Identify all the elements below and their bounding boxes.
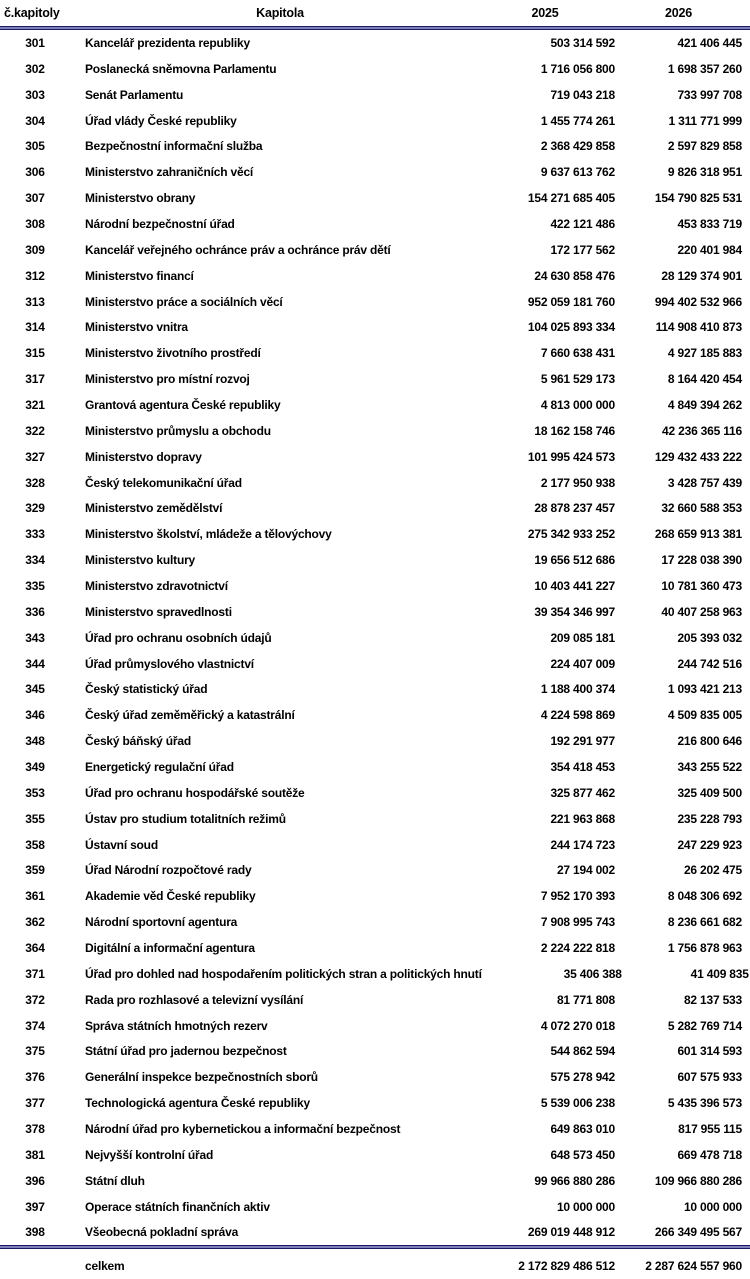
row-chapter-name: Ministerstvo průmyslu a obchodu: [85, 423, 271, 438]
row-chapter-name: Ministerstvo dopravy: [85, 449, 202, 464]
row-2025-value: 81 771 808: [556, 992, 615, 1007]
row-chapter-number: 302: [25, 61, 45, 76]
row-2025-value: 27 194 002: [556, 863, 615, 878]
row-chapter-number: 328: [25, 475, 45, 490]
row-chapter-name: Český telekomunikační úřad: [85, 475, 242, 490]
row-2025-value: 28 878 237 457: [534, 501, 615, 516]
row-2025-value: 354 418 453: [550, 759, 615, 774]
row-chapter-name: Kancelář prezidenta republiky: [85, 35, 250, 50]
row-chapter-number: 303: [25, 87, 45, 102]
row-chapter-name: Všeobecná pokladní správa: [85, 1225, 239, 1240]
row-2026-value: 4 509 835 005: [667, 708, 742, 723]
row-chapter-number: 343: [25, 630, 45, 645]
row-chapter-number: 364: [25, 941, 45, 955]
row-2026-value: 154 790 825 531: [654, 191, 742, 206]
table-row: [0, 263, 750, 289]
row-chapter-number: 378: [25, 1122, 45, 1137]
table-row: [0, 1142, 750, 1168]
table-row: [0, 832, 750, 858]
row-2025-value: 952 059 181 760: [527, 294, 615, 309]
row-2025-value: 7 952 170 393: [540, 889, 615, 904]
row-chapter-number: 322: [25, 423, 45, 438]
row-chapter-number: 346: [25, 708, 45, 723]
row-2025-value: 35 406 388: [563, 966, 622, 981]
row-2026-value: 994 402 532 966: [654, 294, 742, 309]
row-chapter-name: Národní úřad pro kybernetickou a informační bezpečnost: [85, 1122, 401, 1137]
row-chapter-name: Úřad pro ochranu osobních údajů: [85, 630, 272, 645]
row-chapter-name: Senát Parlamentu: [85, 87, 184, 102]
row-chapter-number: 313: [25, 294, 45, 309]
row-chapter-name: Úřad průmyslového vlastnictví: [85, 656, 254, 671]
footer-total-label: celkem: [85, 1259, 125, 1274]
row-chapter-name: Ústav pro studium totalitních režimů: [85, 811, 286, 826]
table-row: [0, 1039, 750, 1065]
table-row: [0, 702, 750, 728]
table-row: [0, 1168, 750, 1194]
row-2026-value: 1 311 771 999: [668, 113, 742, 128]
row-2026-value: 28 129 374 901: [661, 268, 742, 283]
row-2025-value: 172 177 562: [550, 242, 615, 257]
row-2026-value: 9 826 318 951: [667, 165, 742, 180]
row-chapter-name: Akademie věd České republiky: [85, 889, 256, 904]
row-2026-value: 220 401 984: [677, 242, 742, 257]
row-2026-value: 1 756 878 963: [667, 941, 742, 955]
row-2025-value: 325 877 462: [550, 785, 615, 800]
row-chapter-number: 398: [25, 1225, 45, 1240]
row-2025-value: 10 403 441 227: [534, 578, 615, 593]
row-2026-value: 2 597 829 858: [667, 139, 742, 154]
col-header-chapter-number: č.kapitoly: [4, 6, 60, 20]
row-chapter-name: Ministerstvo školství, mládeže a tělovýchovy: [85, 527, 332, 542]
row-2026-value: 114 908 410 873: [655, 320, 742, 335]
row-2025-value: 7 660 638 431: [540, 346, 615, 361]
row-chapter-name: Správa státních hmotných rezerv: [85, 1018, 268, 1033]
row-chapter-number: 336: [25, 604, 45, 619]
row-2025-value: 719 043 218: [550, 87, 615, 102]
row-chapter-name: Národní bezpečnostní úřad: [85, 216, 235, 231]
row-2026-value: 10 781 360 473: [661, 578, 742, 593]
row-chapter-number: 315: [25, 346, 45, 361]
row-2026-value: 42 236 365 116: [662, 423, 742, 438]
row-chapter-number: 305: [25, 139, 45, 154]
row-chapter-name: Ministerstvo životního prostředí: [85, 346, 261, 361]
row-chapter-name: Ministerstvo zdravotnictví: [85, 578, 228, 593]
row-2026-value: 1 093 421 213: [667, 682, 742, 697]
row-2025-value: 24 630 858 476: [534, 268, 615, 283]
row-2026-value: 607 575 933: [677, 1070, 742, 1085]
row-2026-value: 8 236 661 682: [667, 915, 742, 930]
table-row: [0, 651, 750, 677]
row-2025-value: 4 072 270 018: [540, 1018, 615, 1033]
row-chapter-number: 335: [25, 578, 45, 593]
table-row: [0, 495, 750, 521]
row-chapter-name: Nejvyšší kontrolní úřad: [85, 1147, 214, 1162]
row-2025-value: 275 342 933 252: [527, 527, 615, 542]
table-row: [0, 133, 750, 159]
row-chapter-name: Ministerstvo práce a sociálních věcí: [85, 294, 283, 309]
row-chapter-number: 358: [25, 837, 45, 852]
table-row: [0, 237, 750, 263]
row-2025-value: 221 963 868: [550, 811, 615, 826]
table-row: [0, 470, 750, 496]
row-chapter-number: 377: [25, 1096, 45, 1111]
row-chapter-name: Technologická agentura České republiky: [85, 1096, 310, 1111]
row-2025-value: 4 224 598 869: [540, 708, 615, 723]
row-chapter-number: 397: [25, 1199, 45, 1214]
row-2025-value: 101 995 424 573: [527, 449, 615, 464]
row-2026-value: 266 349 495 567: [654, 1225, 742, 1240]
row-chapter-name: Rada pro rozhlasové a televizní vysílání: [85, 992, 304, 1007]
table-row: [0, 935, 750, 961]
row-chapter-number: 321: [25, 397, 45, 412]
row-2025-value: 99 966 880 286: [534, 1173, 615, 1188]
row-2025-value: 39 354 346 997: [534, 604, 615, 619]
row-2026-value: 733 997 708: [677, 87, 742, 102]
row-chapter-number: 359: [25, 863, 45, 878]
row-chapter-number: 308: [25, 216, 45, 231]
table-row: [0, 159, 750, 185]
row-2026-value: 343 255 522: [677, 759, 742, 774]
row-chapter-number: 375: [25, 1044, 45, 1059]
row-chapter-number: 353: [25, 785, 45, 800]
row-2025-value: 244 174 723: [550, 837, 615, 852]
table-row: [0, 521, 750, 547]
table-row: [0, 1194, 750, 1220]
row-2026-value: 5 282 769 714: [667, 1018, 742, 1033]
row-2026-value: 32 660 588 353: [661, 501, 742, 516]
row-2026-value: 268 659 913 381: [654, 527, 742, 542]
table-row: [0, 547, 750, 573]
table-row: [0, 418, 750, 444]
table-row: [0, 366, 750, 392]
table-row: [0, 1220, 750, 1246]
table-row: [0, 1064, 750, 1090]
table-row: [0, 599, 750, 625]
row-2025-value: 209 085 181: [550, 630, 615, 645]
row-chapter-number: 361: [25, 889, 45, 904]
table-row: [0, 1116, 750, 1142]
row-2025-value: 649 863 010: [550, 1122, 615, 1137]
row-chapter-name: Ministerstvo zahraničních věcí: [85, 165, 254, 180]
col-header-chapter-name: Kapitola: [256, 6, 304, 20]
row-chapter-number: 329: [25, 501, 45, 516]
row-chapter-name: Úřad pro dohled nad hospodařením politických stran a politických hnutí: [85, 966, 482, 981]
row-2025-value: 2 224 222 818: [540, 941, 615, 955]
row-chapter-number: 312: [25, 268, 45, 283]
table-row: [0, 108, 750, 134]
row-chapter-name: Ústavní soud: [85, 837, 158, 852]
row-2026-value: 17 228 038 390: [661, 553, 742, 568]
table-row: [0, 625, 750, 651]
row-chapter-number: 371: [25, 966, 45, 981]
row-2026-value: 10 000 000: [683, 1199, 742, 1214]
row-2026-value: 8 048 306 692: [667, 889, 742, 904]
row-2025-value: 224 407 009: [550, 656, 615, 671]
row-2026-value: 325 409 500: [677, 785, 742, 800]
table-row: [0, 987, 750, 1013]
row-2025-value: 2 368 429 858: [540, 139, 615, 154]
table-row: [0, 56, 750, 82]
row-chapter-number: 317: [25, 372, 45, 387]
row-chapter-name: Český úřad zeměměřický a katastrální: [85, 708, 295, 723]
row-2025-value: 1 455 774 261: [540, 113, 615, 128]
row-2025-value: 9 637 613 762: [540, 165, 615, 180]
row-chapter-number: 301: [25, 35, 45, 50]
row-2026-value: 129 432 433 222: [654, 449, 742, 464]
row-chapter-name: Státní úřad pro jadernou bezpečnost: [85, 1044, 287, 1059]
row-chapter-name: Kancelář veřejného ochránce práv a ochránce práv dětí: [85, 242, 391, 257]
row-2025-value: 1 716 056 800: [540, 61, 615, 76]
row-2025-value: 4 813 000 000: [540, 397, 615, 412]
row-2026-value: 817 955 115: [678, 1122, 742, 1137]
row-2025-value: 648 573 450: [550, 1147, 615, 1162]
row-chapter-name: Generální inspekce bezpečnostních sborů: [85, 1070, 318, 1085]
row-2026-value: 601 314 593: [677, 1044, 742, 1059]
row-chapter-name: Ministerstvo spravedlnosti: [85, 604, 232, 619]
table-row: [0, 185, 750, 211]
row-2025-value: 104 025 893 334: [527, 320, 615, 335]
row-2025-value: 1 188 400 374: [540, 682, 615, 697]
row-chapter-number: 376: [25, 1070, 45, 1085]
row-2026-value: 5 435 396 573: [667, 1096, 742, 1111]
row-2026-value: 1 698 357 260: [667, 61, 742, 76]
col-header-2026: 2026: [664, 6, 692, 20]
row-2025-value: 2 177 950 938: [540, 475, 615, 490]
table-row: [0, 754, 750, 780]
row-chapter-number: 396: [25, 1173, 45, 1188]
row-chapter-name: Český statistický úřad: [85, 682, 208, 697]
row-chapter-name: Ministerstvo obrany: [85, 191, 196, 206]
row-2025-value: 18 162 158 746: [534, 423, 615, 438]
row-chapter-number: 306: [25, 165, 45, 180]
row-chapter-number: 327: [25, 449, 45, 464]
row-2026-value: 4 849 394 262: [667, 397, 742, 412]
footer-2026-total: 2 287 624 557 960: [645, 1259, 742, 1274]
row-chapter-name: Ministerstvo vnitra: [85, 320, 188, 335]
row-chapter-number: 333: [25, 527, 45, 542]
table-row: [0, 1013, 750, 1039]
row-chapter-name: Úřad Národní rozpočtové rady: [85, 863, 252, 878]
row-chapter-number: 344: [25, 656, 45, 671]
table-row: [0, 573, 750, 599]
row-chapter-number: 314: [25, 320, 45, 335]
table-footer-row: [0, 1249, 750, 1279]
row-2025-value: 422 121 486: [550, 216, 615, 231]
row-2026-value: 216 800 646: [677, 734, 742, 749]
row-chapter-number: 374: [25, 1018, 45, 1033]
row-2026-value: 3 428 757 439: [667, 475, 742, 490]
row-2025-value: 7 908 995 743: [540, 915, 615, 930]
row-chapter-number: 362: [25, 915, 45, 930]
table-row: [0, 289, 750, 315]
row-chapter-name: Úřad pro ochranu hospodářské soutěže: [85, 785, 305, 800]
row-chapter-name: Národní sportovní agentura: [85, 915, 238, 930]
table-row: [0, 961, 750, 987]
table-header-row: [0, 0, 750, 26]
row-chapter-number: 348: [25, 734, 45, 749]
row-chapter-name: Digitální a informační agentura: [85, 941, 255, 955]
row-chapter-number: 334: [25, 553, 45, 568]
row-chapter-name: Poslanecká sněmovna Parlamentu: [85, 61, 277, 76]
table-body: [0, 30, 750, 1245]
row-2025-value: 269 019 448 912: [527, 1225, 615, 1240]
table-row: [0, 909, 750, 935]
footer-2025-total: 2 172 829 486 512: [518, 1259, 615, 1274]
row-chapter-name: Energetický regulační úřad: [85, 759, 234, 774]
row-chapter-name: Ministerstvo zemědělství: [85, 501, 223, 516]
table-row: [0, 858, 750, 884]
row-chapter-name: Ministerstvo financí: [85, 268, 194, 283]
row-2026-value: 453 833 719: [677, 216, 742, 231]
table-row: [0, 728, 750, 754]
row-2026-value: 247 229 923: [677, 837, 742, 852]
row-2025-value: 575 278 942: [550, 1070, 615, 1085]
row-2026-value: 26 202 475: [683, 863, 742, 878]
row-2026-value: 8 164 420 454: [667, 372, 742, 387]
row-chapter-number: 349: [25, 759, 45, 774]
row-chapter-name: Bezpečnostní informační služba: [85, 139, 263, 154]
row-2025-value: 5 961 529 173: [540, 372, 615, 387]
row-2025-value: 19 656 512 686: [534, 553, 615, 568]
table-row: [0, 314, 750, 340]
table-row: [0, 806, 750, 832]
row-chapter-number: 307: [25, 191, 45, 206]
row-chapter-number: 304: [25, 113, 45, 128]
row-chapter-number: 372: [25, 992, 45, 1007]
row-2025-value: 192 291 977: [550, 734, 615, 749]
row-2026-value: 205 393 032: [677, 630, 742, 645]
row-chapter-name: Ministerstvo pro místní rozvoj: [85, 372, 250, 387]
row-chapter-name: Grantová agentura České republiky: [85, 397, 281, 412]
row-chapter-number: 345: [25, 682, 45, 697]
col-header-2025: 2025: [531, 6, 559, 20]
row-chapter-name: Operace státních finančních aktiv: [85, 1199, 270, 1214]
row-2026-value: 4 927 185 883: [667, 346, 742, 361]
row-2026-value: 235 228 793: [677, 811, 742, 826]
row-chapter-name: Český báňský úřad: [85, 734, 191, 749]
table-row: [0, 676, 750, 702]
row-chapter-name: Úřad vlády České republiky: [85, 113, 237, 128]
table-row: [0, 211, 750, 237]
row-2025-value: 10 000 000: [556, 1199, 615, 1214]
row-chapter-number: 381: [25, 1147, 45, 1162]
table-row: [0, 340, 750, 366]
row-chapter-name: Státní dluh: [85, 1173, 145, 1188]
table-row: [0, 1090, 750, 1116]
row-chapter-name: Ministerstvo kultury: [85, 553, 196, 568]
row-2026-value: 244 742 516: [677, 656, 742, 671]
table-row: [0, 30, 750, 56]
table-row: [0, 444, 750, 470]
row-chapter-number: 355: [25, 811, 45, 826]
row-2026-value: 109 966 880 286: [654, 1173, 742, 1188]
row-2026-value: 669 478 718: [677, 1147, 742, 1162]
row-2025-value: 503 314 592: [550, 35, 615, 50]
row-chapter-number: 309: [25, 242, 45, 257]
table-row: [0, 883, 750, 909]
row-2025-value: 5 539 006 238: [540, 1096, 615, 1111]
row-2026-value: 82 137 533: [683, 992, 742, 1007]
table-row: [0, 392, 750, 418]
table-row: [0, 82, 750, 108]
row-2026-value: 41 409 835: [690, 966, 749, 981]
row-2025-value: 154 271 685 405: [527, 191, 615, 206]
row-2026-value: 40 407 258 963: [661, 604, 742, 619]
row-2025-value: 544 862 594: [550, 1044, 615, 1059]
table-row: [0, 780, 750, 806]
row-2026-value: 421 406 445: [677, 35, 742, 50]
